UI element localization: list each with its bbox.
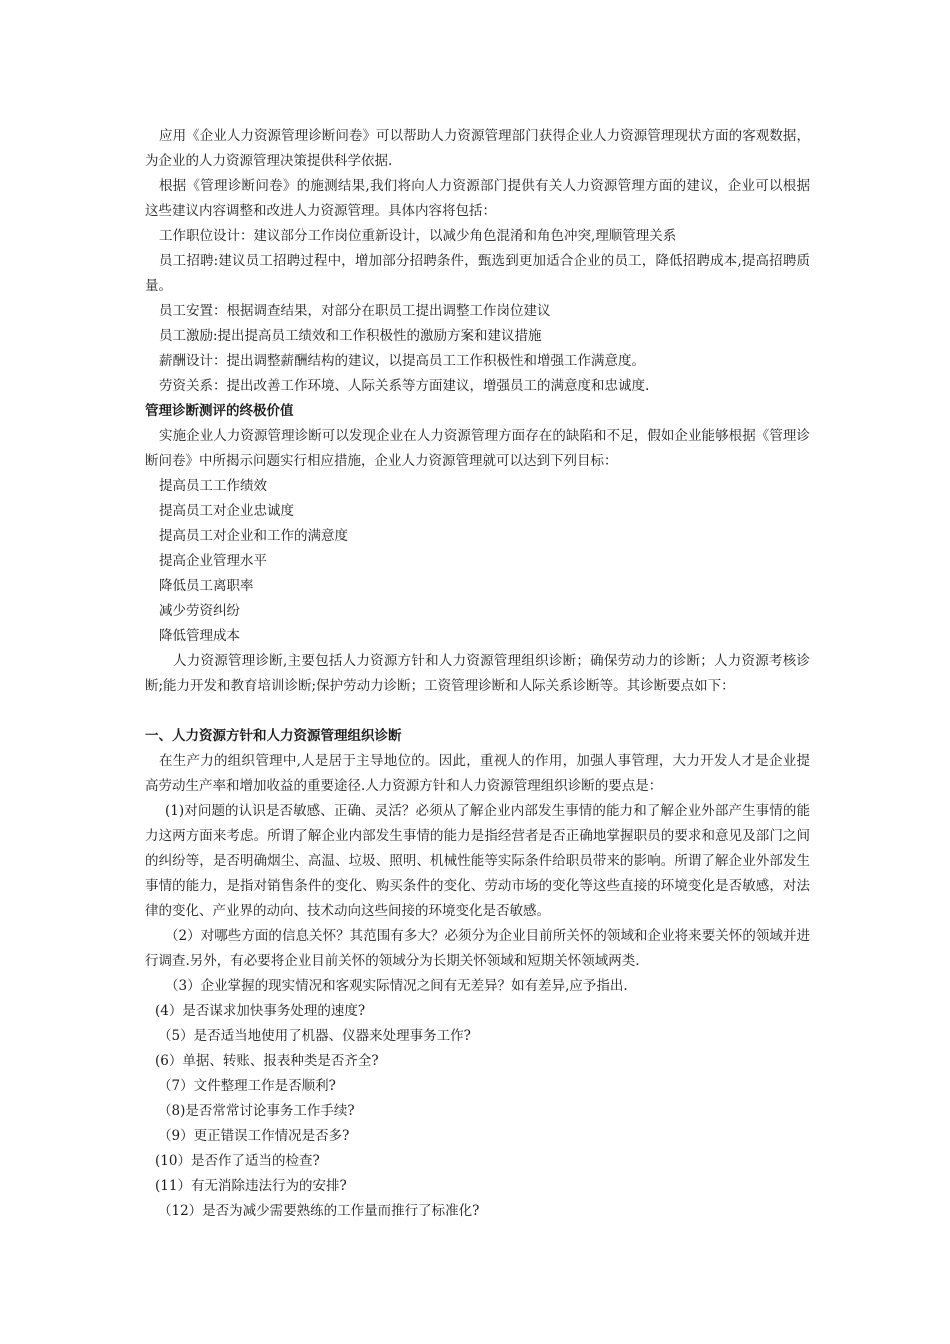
- document-body: [145, 124, 810, 1224]
- list-item: 降低管理成本: [159, 628, 240, 644]
- paragraph-implementation: 实施企业人力资源管理诊断可以发现企业在人力资源管理方面存在的缺陷和不足，假如企业能够根据《管理诊断问卷》中所揭示问题实行相应措施，企业人力资源管理就可以达到下列目标：: [145, 428, 810, 469]
- list-item: 员工招聘:建议员工招聘过程中，增加部分招聘条件，甄选到更加适合企业的员工，降低招聘成本,提高招聘质量。: [145, 253, 810, 294]
- list-item: （2）对哪些方面的信息关怀？其范围有多大？必须分为企业目前所关怀的领域和企业将来要关怀的领域并进行调查.另外，有必要将企业目前关怀的领域分为长期关怀领域和短期关怀领域两类.: [145, 928, 810, 969]
- list-item: （7）文件整理工作是否顺利?: [158, 1078, 336, 1094]
- list-item: 员工安置：根据调查结果，对部分在职员工提出调整工作岗位建议: [159, 303, 551, 319]
- paragraph-suggestions: 根据《管理诊断问卷》的施测结果,我们将向人力资源部门提供有关人力资源管理方面的建议，企业可以根据这些建议内容调整和改进人力资源管理。具体内容将包括：: [145, 178, 810, 219]
- list-item: 减少劳资纠纷: [159, 603, 240, 619]
- paragraph-intro: 应用《企业人力资源管理诊断问卷》可以帮助人力资源管理部门获得企业人力资源管理现状方面的客观数据，为企业的人力资源管理决策提供科学依据.: [145, 128, 810, 169]
- section-heading-value: 管理诊断测评的终极价值: [145, 403, 294, 419]
- list-item: 提高员工对企业忠诚度: [159, 503, 294, 519]
- list-item: （9）更正错误工作情况是否多?: [158, 1128, 350, 1144]
- paragraph-diagnosis-scope: 人力资源管理诊断,主要包括人力资源方针和人力资源管理组织诊断；确保劳动力的诊断；人力资源考核诊断;能力开发和教育培训诊断;保护劳动力诊断；工资管理诊断和人际关系诊断等。其诊断要点如下：: [145, 653, 810, 694]
- list-item: 劳资关系：提出改善工作环境、人际关系等方面建议，增强员工的满意度和忠诚度.: [159, 378, 650, 394]
- list-item: 提高员工工作绩效: [159, 478, 267, 494]
- list-item: （8)是否常常讨论事务工作手续?: [158, 1103, 355, 1119]
- list-item: (4）是否谋求加快事务处理的速度?: [155, 1003, 366, 1019]
- list-item: 提高企业管理水平: [159, 553, 267, 569]
- list-item: （12）是否为减少需要熟练的工作量而推行了标准化?: [158, 1203, 480, 1219]
- paragraph-productivity: 在生产力的组织管理中,人是居于主导地位的。因此，重视人的作用，加强人事管理，大力开发人才是企业提高劳动生产率和增加收益的重要途径.人力资源方针和人力资源管理组织诊断的要点是：: [145, 753, 810, 794]
- list-item: (1)对问题的认识是否敏感、正确、灵活？必须从了解企业内部发生事情的能力和了解企业外部产生事情的能力这两方面来考虑。所谓了解企业内部发生事情的能力是指经营者是否正确地掌握职员的要求和意见及部门之间的纠纷等，是否明确烟尘、高温、垃圾、照明、机械性能等实际条件给职员带来的影响。所谓了解企业外部发生事情的能力，是指对销售条件的变化、购买条件的变化、劳动市场的变化等这些直接的环境变化是否敏感，对法律的变化、产业界的动向、技术动向这些间接的环境变化是否敏感。: [145, 803, 810, 919]
- list-item: 降低员工离职率: [159, 578, 254, 594]
- list-item: (10）是否作了适当的检查?: [155, 1153, 320, 1169]
- list-item: (6）单据、转账、报表种类是否齐全?: [155, 1053, 379, 1069]
- list-item: （3）企业掌握的现实情况和客观实际情况之间有无差异？如有差异,应予指出.: [165, 978, 628, 994]
- list-item: (11）有无消除违法行为的安排?: [155, 1178, 347, 1194]
- list-item: 薪酬设计：提出调整薪酬结构的建议，以提高员工工作积极性和增强工作满意度。: [159, 353, 645, 369]
- list-item: 员工激励:提出提高员工绩效和工作积极性的激励方案和建议措施: [159, 328, 542, 344]
- list-item: （5）是否适当地使用了机器、仪器来处理事务工作?: [158, 1028, 471, 1044]
- list-item: 工作职位设计：建议部分工作岗位重新设计，以减少角色混淆和角色冲突,理顺管理关系: [159, 228, 677, 244]
- section-heading-one: 一、人力资源方针和人力资源管理组织诊断: [145, 728, 402, 744]
- blank-line: [145, 699, 810, 724]
- list-item: 提高员工对企业和工作的满意度: [159, 528, 348, 544]
